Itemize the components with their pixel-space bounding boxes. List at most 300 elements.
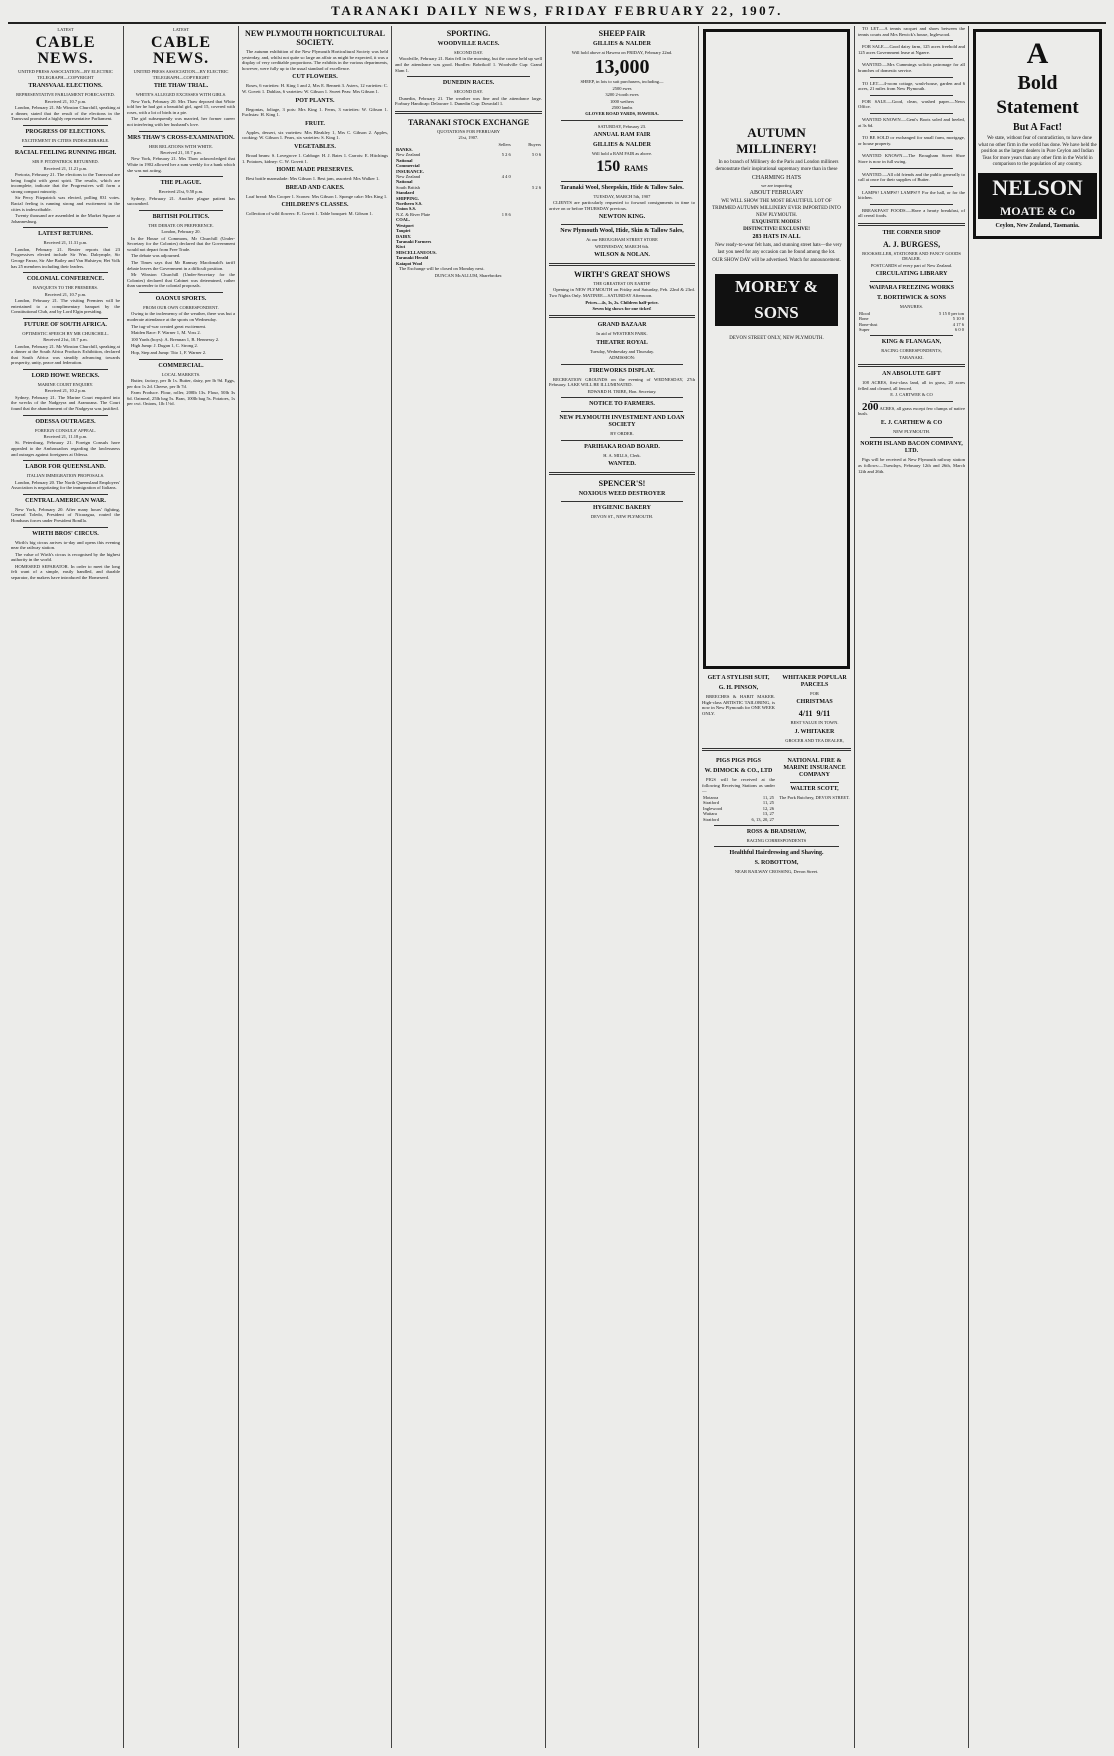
classified-ad: BREAKFAST FOODS.—Have a hearty breakfast, of all cereal foods. [858,207,965,219]
article-subheading: LOCAL MARKETS. [161,371,201,377]
sheep-lot: 1000 wethers [609,98,635,104]
divider [23,494,108,495]
yards-name: GLOVER ROAD YARDS, HAWERA. [585,111,659,117]
stock-buyers: 5 0 6 [532,152,541,158]
divider [870,149,953,150]
bakery-address: DEVON ST., NEW PLYMOUTH. [590,514,654,520]
divider [870,335,953,336]
circus-text: Opening in NEW PLYMOUTH on Friday and Saturday, Feb. 22nd & 23rd. Two Nights Only. MATINEE—SATURDAY Afternoon. [549,287,695,299]
auctioneer-name: GILLIES & NALDER [592,142,651,149]
article-paragraph: The value of Wirth's circus is recognised by the highest authority in the world. [11,551,120,563]
section-title: CABLE NEWS. [35,34,96,68]
article-paragraph: HOMESEED SEPARATOR. In order to meet the long felt want of a simple, easily handled, and durable separator, the makers have introduced the Homeseed. [11,563,120,581]
statement-word: Statement [996,97,1079,118]
agency-line: UNITED PRESS ASSOCIATION—BY ELECTRIC TELEGRAPH—COPYRIGHT [133,69,229,80]
article-subheading: FOREIGN CONSULS' APPEAL. [35,427,96,433]
fireworks-heading: FIREWORKS DISPLAY. [589,367,655,374]
whitaker-prices [778,709,851,718]
dimock-advert [702,755,775,822]
dateline: London, February 20. [161,229,201,235]
manure-row [858,327,965,332]
butcher-address: The Pork Butchery, DEVON STREET. [779,795,850,801]
stock-name: Standard [396,190,415,196]
ram-count-unit: RAMS [624,163,648,173]
divider [858,364,965,367]
bacon-text: Pigs will be received at New Plymouth railway station as follows:—Tuesdays, February 12th and 26th, March 12th and 26th. [858,457,965,474]
divider [23,318,108,319]
stock-name: BANKS. [396,147,413,152]
stock-subtitle: QUOTATIONS FOR FEBRUARY [437,128,500,134]
result-text: Broad beans: S. Lovegrove 1. Cabbage: H. J. Bates 1. Carrots: E. Hitchings 1. Potatoes, kidney: C. W. Govett 1. [242,152,388,164]
morey-address: DEVON STREET ONLY, NEW PLYMOUTH. [729,336,824,342]
borthwick-name: T. BORTHWICK & SONS [876,295,947,302]
sporting-heading: SPORTING. [446,29,491,38]
christmas-label: CHRISTMAS [796,699,833,706]
hairdressing-heading: Healthful Hairdressing and Shaving. [729,850,824,857]
hide-sale-location: At our BROUGHAM STREET STORE [586,237,658,243]
divider [395,111,542,114]
article-paragraph: Sydney, February 21. Another plague patient has succumbed. [127,195,235,207]
article-paragraph: 100 Yards (boys): A. Brennan 1, B. Hennessy 2. [131,336,220,342]
divider [790,782,839,783]
stock-name: DAIRY. [396,233,412,239]
divider [870,186,953,187]
ram-fair-line: Will hold a RAM FAIR as above. [591,151,653,157]
result-heading: CHILDREN'S CLASSES. [281,202,349,209]
divider [714,825,839,826]
moate-logo: MOATE & Co [978,203,1097,219]
divider [561,364,683,365]
article-subheading: FROM OUR OWN CORRESPONDENT. [143,304,219,310]
article-subheading: EXCITEMENT IN CITIES INDESCRIBABLE. [21,137,110,143]
dimock-text: PIGS will be received at the following Receiving Stations as under— [702,777,775,794]
tailor-text: BREECHES & HABIT MAKER. High-class ARTISTIC TAILORING, is now in New Plymouth for ONE WEEK ONLY. [702,694,775,716]
stock-name: INSURANCE. [396,168,424,174]
road-board-clerk: H. A. MILLS, Clerk. [603,452,641,458]
sheep-lot: 3200 2-tooth ewes [605,92,639,98]
ram-fair-heading: ANNUAL RAM FAIR [593,132,651,139]
divider [702,748,851,751]
sheep-count-note: SHEEP, in lots to suit purchasers, including— [580,79,664,85]
stock-name: National [396,157,413,163]
stock-exchange-title: TARANAKI STOCK EXCHANGE [407,117,530,127]
classified-ad: TO LET.—A tennis racquet and shoes between the tennis courts and Mrs Bewick's house, Inglewood. [858,26,965,37]
manures-label: MANURES. [899,304,924,310]
station-name: Motaroa [703,795,719,800]
theatre-name: THEATRE ROYAL [596,339,648,346]
sheep-lot: 2500 ewes [612,85,632,91]
masthead: TARANAKI DAILY NEWS, FRIDAY FEBRUARY 22, 1907. [331,3,783,18]
divider [870,58,953,59]
dateline: Received 21st, 10.7 p.m. [43,337,88,343]
bazaar-heading: GRAND BAZAAR [597,322,647,329]
suit-heading: GET A STYLISH SUIT, [707,675,770,681]
article-intro: The autumn exhibition of the New Plymouth Horticultural Society was held yesterday, and, whilst not quite so large an affair as might be expected, it was a display of very creditable proportions. The exhibits in the various departments, however, were fully up to the usual standard of excellence. [242,49,388,71]
dateline: Received 21, 10.7 p.m. [44,291,87,297]
divider [23,527,108,528]
race-day: SECOND DAY. [453,89,483,95]
circus-subheading: THE GREATEST ON EARTH! [593,281,651,287]
divider [870,168,953,169]
king-flanagan-sub: RACING CORRESPONDENTS, [881,348,942,354]
stock-sellers: 4 4 0 [501,174,511,180]
article-heading: LATEST RETURNS. [38,231,93,238]
article-heading: FUTURE OF SOUTH AFRICA. [24,321,107,328]
manure-price: 5 10 0 [952,316,964,322]
stock-col-header: Sellers [498,141,511,147]
result-text: Roses, 6 varieties: H. King 1 and 2, Mrs E. Bennett 3. Asters, 12 varieties: C. W. Govett 1. Dahlias, 6 varieties: W. Gibson 1. Sweet Peas: Mrs Gibson 1. [242,83,388,94]
circus-prices: Prices—4s, 3s, 2s. Children half-price. [585,299,659,305]
race-report: Dunedin, February 21. The weather was fine and the attendance large. Forbury Handicap: Delaware 1. Dunedin Cup: Downfall 1. [395,95,542,107]
dateline: Received 21st, 9.58 p.m. [158,189,204,195]
insurance-heading: NATIONAL FIRE & MARINE INSURANCE COMPANY [783,758,846,779]
article-paragraph: New York, February 21. Mrs Thaw acknowledged that White in 1902 allowed her a sum weekly for a bank which she was not acting. [127,156,235,173]
dateline: Received 21, 11.18 p.m. [43,433,88,439]
divider [870,131,953,132]
stock-sellers: 5 2 6 [501,152,511,158]
ross-name: ROSS & BRADSHAW, [746,829,807,836]
manure-price: 4 17 6 [952,321,964,327]
article-heading: COMMERCIAL. [158,362,204,369]
station-dates: 11, 25 [762,795,774,800]
article-subheading: MARINE COURT ENQUIRY. [37,381,94,387]
station-name: Inglewood [703,805,723,811]
divider [714,846,839,847]
stock-name: South British [396,184,420,190]
bold-word: Bold [1017,72,1058,94]
sheep-fair-line: Will hold above at Hawera on FRIDAY, February 22nd. [571,50,673,55]
divider [870,40,953,41]
result-heading: VEGETABLES. [294,143,336,150]
dateline: Received 21, 10.7 p.m. [160,150,202,155]
fireworks-secretary: EDWARD H. TRIBE, Hon. Secretary. [587,388,657,394]
whitaker-name: J. WHITAKER [794,728,835,735]
sheep-lots [549,86,695,111]
section-title: CABLE NEWS. [150,34,212,68]
divider [561,411,683,412]
article-subheading: SIR P. FITZPATRICK RETURNED. [32,159,99,165]
article-paragraph: Butter, factory, per lb 1s. Butter, dairy, per lb 9d. Eggs, per doz 1s 2d. Cheese, per lb 7d. [127,377,235,389]
divider [561,501,683,502]
column-tea-ad [969,26,1106,1748]
ad-row [702,755,851,822]
divider [23,125,108,126]
stock-name: Taranaki Herald [396,255,429,261]
manure-price: 5 15 0 per ton [939,310,964,316]
kicker: LATEST [57,27,74,32]
station-dates: 6, 13, 20, 27 [751,816,774,822]
column-small-ads [855,26,968,1748]
millinery-advert [703,29,850,669]
dateline: Received 21, 11.31 p.m. [43,240,88,246]
stock-name: Commercial [396,163,420,169]
divider [549,263,695,266]
article-heading: OAONUI SPORTS. [155,295,207,302]
ad-row [702,672,851,744]
weed-destroyer-heading: NOXIOUS WEED DESTROYER [578,491,666,498]
manure-price: 6 0 0 [955,326,964,332]
ross-racing: RACING CORRESPONDENTS [746,838,807,844]
millinery-charming: CHARMING HATS [751,175,802,181]
divider [139,131,223,132]
fireworks-text: RECREATION GROUNDS on the evening of WEDNESDAY, 27th February. LAKE WILL BE ILLUMINATED. [549,376,695,388]
butcher-name: WALTER SCOTT, [790,786,839,793]
kicker: LATEST [172,27,190,32]
race-meeting-title: DUNEDIN RACES. [442,80,495,87]
millinery-window: OUR SHOW DAY will be advertised. Watch for announcement. [712,258,841,264]
stock-name: Kiwi [396,244,406,250]
divider [23,415,108,416]
carthew-name: E. J. CARTHEW & CO [880,419,943,426]
result-text: Begonias, foliage, 3 pots: Mrs King 1. Ferns, 3 varieties: W. Gibson 1. Fuchsias: H. King 1. [242,106,388,118]
stock-name: New Zealand [396,174,421,180]
whitaker-grocer: GROCER AND TEA DEALER, [785,737,844,743]
dateline: Received 21, 10.7 p.m. [44,98,87,104]
divider [870,401,953,402]
column-sporting [392,26,545,1748]
station-dates: 13, 27 [762,811,774,817]
stations-table [702,795,775,822]
article-subheading: REPRESENTATIVE PARLIAMENT FORECASTED. [16,92,115,98]
bazaar-subheading: In aid of WESTERN PARK. [596,331,648,337]
road-board-heading: PARIHAKA ROAD BOARD. [584,443,660,450]
classified-ad: WANTED KNOWN.—The Brougham Street Shoe Store is now in full swing. [858,153,965,164]
result-text: Collection of wild flowers: E. Govett 1. Table bouquet: M. Gibson 1. [246,211,373,217]
race-meeting-title: WOODVILLE RACES. [437,41,500,47]
auctioneer-name: WILSON & NOLAN. [594,252,650,259]
article-paragraph: Pretoria, February 21. The elections to the Transvaal are being fought with great spirit. The results, which are incomplete, indicate that the Progressives will form a strong compact minority. [11,172,120,194]
stock-table [395,142,542,266]
stock-name: National [396,179,413,185]
divider [561,397,683,398]
spencer-heading: SPENCER'S! [598,479,646,489]
whitaker-advert [778,672,851,744]
article-heading: ODESSA OUTRAGES. [35,418,96,425]
bacon-company-heading: NORTH ISLAND BACON COMPANY, LTD. [860,441,963,455]
divider [139,210,223,211]
article-paragraph: Maiden Race: F. Warner 1, M. Voss 2. [131,330,201,336]
article-paragraph: Mr Winston Churchill (Under-Secretary for the Colonies) declared that Cabinet was determined, rather than surrender to the colonial proposals. [127,272,235,289]
divider [561,181,683,182]
wool-sale-text: CLIENTS are particularly requested to forward consignments in time to arrive on or before THURSDAY previous. [549,200,695,211]
column-auctions [546,26,698,1748]
classified-ad: WANTED.—Mrs Cummings solicits patronage for all branches of domestic service. [858,62,965,73]
race-report: Woodville, February 21. Rain fell in the morning, but the course held up well and the attendance was good. Hurdles: Bobrikoff 1. Woodville Cup: Grand Slam 1. [395,56,542,73]
article-paragraph: Farm Produce. Flour, roller, 200lb 13s. Flour, 50lb 3s 6d. Oatmeal, 25lb bag 5s. Bran, 100lb bag 5s. Potatoes, 1s per cwt. Onions, 1lb 1½d. [127,390,235,407]
article-subheading: HER RELATIONS WITH WHITE. [148,143,214,149]
dimock-name: W. DIMOCK & CO., LTD [704,768,773,775]
stock-buyers: 5 2 6 [532,184,541,190]
pinson-advert [702,672,775,744]
station-name: Waitara [703,811,717,817]
sheep-fair-heading: SHEEP FAIR [598,29,646,38]
manure-name: Super [859,326,870,332]
result-text: Apples, dessert, six varieties: Mrs Bleakley 1, Mrs C. Gibson 2. Apples, cooking: W. Gibson 1. Pears, six varieties: S. King 1. [242,129,388,141]
station-row [702,817,775,822]
acres-text: ACRES, all grass except few clumps of native bush. [858,405,965,417]
morey-logo: MOREY & SONS [715,274,838,326]
wool-sale-date: TUESDAY, MARCH 5th, 1907 [593,193,651,199]
article-paragraph: The Times says that Mr Ramsay Macdonald's tariff debate leaves the Government in a difficult position. [127,259,235,271]
auctioneer-name: GILLIES & NALDER [592,41,651,47]
price-2: 9/11 [816,709,831,719]
library-heading: CIRCULATING LIBRARY [875,271,948,278]
divider [858,223,965,226]
millinery-importing: we are importing [761,183,792,188]
article-heading: CENTRAL AMERICAN WAR. [25,497,106,504]
whitaker-heading: WHITAKER POPULAR PARCELS [782,675,847,688]
station-dates: 12, 26 [762,805,774,811]
king-flanagan-place: TARANAKI. [899,354,924,360]
divider [23,146,108,147]
divider [23,227,108,228]
whitaker-value: BEST VALUE IN TOWN. [790,720,839,726]
article-paragraph: High Jump: J. Dugan 1, C. Strong 2. [131,343,198,349]
bakery-heading: HYGIENIC BAKERY [593,505,651,512]
race-day: SECOND DAY. [453,50,483,55]
article-heading: WIRTH BROS' CIRCUS. [32,530,99,537]
notice-heading: NOTICE TO FARMERS. [589,401,655,408]
dateline: Received 21, 11.21 p.m. [43,165,88,171]
millinery-distinctive: DISTINCTIVE! EXCLUSIVE! [743,226,810,232]
article-heading: PROGRESS OF ELECTIONS. [25,128,106,135]
ram-count [549,158,695,178]
article-paragraph: London, February 21. Mr Winston Churchill, speaking at a dinner, stated that the result of the elections in the Transvaal promised a highly representative Parliament. [11,105,120,122]
article-paragraph: Owing to the inclemency of the weather, there was but a moderate attendance at the sports on Wednesday. [127,311,235,322]
station-name: Stratford [703,800,719,806]
article-heading: RACIAL FEELING RUNNING HIGH. [14,150,117,157]
article-heading: TRANSVAAL ELECTIONS. [28,83,103,90]
gift-text: 108 ACRES, first-class land, all in grass, 20 acres felled and cleared, all fenced. [858,380,965,391]
dateline: Received 21, 10.2 p.m. [44,388,87,394]
millinery-more: New ready-to-wear felt hats, and stunning street hats—the very last you need for any occasion can be found among the lot. [715,243,842,256]
stock-name: New Zealand [396,152,421,158]
article-heading: LABOR FOR QUEENSLAND. [25,464,106,471]
article-heading: THE THAW TRIAL. [153,83,209,90]
result-heading: BREAD AND CAKES. [285,184,345,191]
manure-name: Bone [859,316,869,322]
tea-text: We state, without fear of contradiction, to have done what no other firm in the world has done. We have held the position as the largest dealers in Pure Ceylon and Indian Teas for more years than any other firm in the World in comparison to the population of any country. [978,136,1097,167]
article-heading: THE PLAGUE. [160,180,202,187]
article-paragraph: London, February 21. Mr Winston Churchill, speaking at a dinner at the South Africa Products Exhibition, declared that South Africa was steadily advancing towards prosperity, unity, peace and federation. [11,343,120,366]
masthead-rule [8,22,1106,24]
stock-name: Union S.S. [396,206,417,212]
stock-name: COAL. [396,217,411,223]
bold-a: A [1026,37,1049,70]
stock-name: Taupiri [396,228,411,234]
classified-ad: FOR SALE.—Good, clean, washed paper.—News Office. [858,98,965,110]
column-cable-news-1 [8,26,123,1748]
result-heading: HOME MADE PRESERVES. [276,167,354,174]
stock-name: Westport [396,222,414,228]
stock-note: The Exchange will be closed on Monday next. [399,265,485,271]
stock-date: 21st, 1907. [458,135,479,141]
news-items [11,83,120,580]
postcards-line: POSTCARDS of every part of New Zealand. [870,262,953,268]
article-heading: LORD HOWE WRECKS. [31,372,100,379]
burgess-name: A. J. BURGESS, [882,240,941,250]
divider [23,460,108,461]
article-paragraph: Twenty thousand are assembled in the Market Square at Johannesburg. [11,213,120,224]
article-paragraph: London, February 20. The North Queensland Employers' Association is negotiating for the immigration of Italians. [11,479,120,491]
carthew-address: NEW PLYMOUTH. [893,428,930,434]
divider [23,369,108,370]
classified-ad: TO LET.—4-room cottage, wash-house, garden and 6 acres, 21 miles from New Plymouth. [858,80,965,92]
tailor-name: G. H. PINSON, [718,685,759,691]
millinery-exquisite: EXQUISITE MODES! [751,220,802,226]
sheep-count: 13,000 [594,56,650,79]
acres-number: 200 [862,400,879,413]
article-paragraph: New York, February 20. After many hours' fighting, General Toledo, President of Nicaragua, routed the Honduras forces under President Bonilla. [11,506,120,523]
fact-line: But A Fact! [1013,122,1062,133]
divider [870,77,953,78]
article-subheading: ITALIAN IMMIGRATION PROPOSALS. [26,473,105,479]
divider [23,272,108,273]
freezing-works-heading: WAIPARA FREEZING WORKS [868,285,955,292]
pigs-heading: PIGS PIGS PIGS [715,758,761,765]
millinery-text: In no branch of Millinery do the Paris and London milliners demonstrate their inspirational supremacy more than in these [715,160,839,172]
article-paragraph: St. Petersburg, February 21. Foreign Consuls have appealed to the Ambassadors regarding the lawlessness and outrages against foreigners at Odessa. [11,440,120,457]
divider [139,176,223,177]
result-text: Loaf bread: Mrs Cooper 1. Scones: Mrs Gibson 1. Sponge cake: Mrs King 1. [246,193,388,199]
article-paragraph: London, February 21. Reuter reports that 23 Progressives elected include Sir Wm. Dalrymple, Sir George Farrar, Sir Abe Bailey and Van Hulsteyn; Het Volk has 25 members including their leaders. [11,246,120,269]
robottom-address: NEAR RAILWAY CROSSING, Devon Street. [734,869,819,875]
column-advertisements [699,26,854,1748]
theatre-dates: Tuesday, Wednesday and Thursday. [589,348,655,354]
article-heading: MRS THAW'S CROSS-EXAMINATION. [127,134,235,141]
classified-ad: TO BE SOLD or exchanged for small farm, mortgage, or house property. [858,135,965,146]
robottom-name: S. ROBOTTOM, [754,860,799,867]
wool-sale-heading: Taranaki Wool, Sheepskin, Hide & Tallow Sales. [560,184,684,191]
result-text: Best bottle marmalade: Mrs Gibson 1. Best jam, assorted: Mrs Walker 1. [246,176,380,182]
result-heading: FRUIT. [305,120,325,127]
article-paragraph: The tug-of-war created great excitement. [131,323,207,329]
investment-society-heading: NEW PLYMOUTH INVESTMENT AND LOAN SOCIETY [559,415,685,429]
divider [139,359,223,360]
article-paragraph: Sydney, February 21. The Marine Court enquired into the wrecks of the Nadgeyra and Aramoana. The Court found that the abandonment of the Nadgeyra was justified. [11,394,120,411]
circus-tagline: Seven big shows for one ticket! [592,306,652,312]
price-1: 4/11 [798,709,813,719]
classified-ad: FOR SALE.—Good dairy farm, 125 acres freehold and 125 acres Government lease at Ngaere. [858,44,965,55]
article-title: NEW PLYMOUTH HORTICULTURAL SOCIETY. [245,29,385,47]
divider [549,472,695,475]
article-paragraph: New York, February 20. Mrs Thaw deposed that White told her he had got a beautiful girl, aged 15, covered with roses, with a lot of birds in a pie. [127,98,235,115]
millinery-heading: AUTUMN MILLINERY! [736,125,817,156]
sheep-lot: 2500 lambs [611,105,633,111]
millinery-show: WE WILL SHOW THE MOST BEAUTIFUL LOT OF TRIMMED AUTUMN MILLINERY EVER IMPORTED INTO NEW PLYMOUTH. [712,199,841,219]
divider [870,204,953,205]
station-dates: 11, 25 [762,800,774,806]
article-subheading: WHITE'S ALLEGED EXCESSES WITH GIRLS. [135,92,227,98]
article-heading: BRITISH POLITICS. [152,213,210,220]
stock-sellers: 1 8 6 [501,211,511,217]
stock-name: Kaiapoi Wool [396,260,423,266]
article-paragraph: The debate was adjourned. [131,253,181,259]
article-subheading: OPTIMISTIC SPEECH BY MR CHURCHILL. [22,330,109,336]
classified-ad: WANTED KNOWN.—Gent's Boots soled and heeled, at 3s 6d. [858,116,965,128]
hide-sale-heading: New Plymouth Wool, Hide, Skin & Tallow Sales, [560,228,684,235]
station-name: Stratford [703,816,719,822]
ram-fair-date: SATURDAY, February 23. [597,123,647,129]
manure-name: Bone-dust [859,321,878,327]
manure-name: Blood [859,310,871,316]
auctioneer-name: NEWTON KING. [598,214,646,221]
wanted-heading: WANTED. [608,461,636,468]
agency-line: UNITED PRESS ASSOCIATION—BY ELECTRIC TELEGRAPH—COPYRIGHT [18,69,113,80]
divider [139,292,223,293]
article-paragraph: London, February 21. The visiting Premiers will be entertained to a complimentary banquet by the Constitutional Club, and by Lord Elgin presiding. [11,297,120,315]
classifieds-list [858,26,965,219]
